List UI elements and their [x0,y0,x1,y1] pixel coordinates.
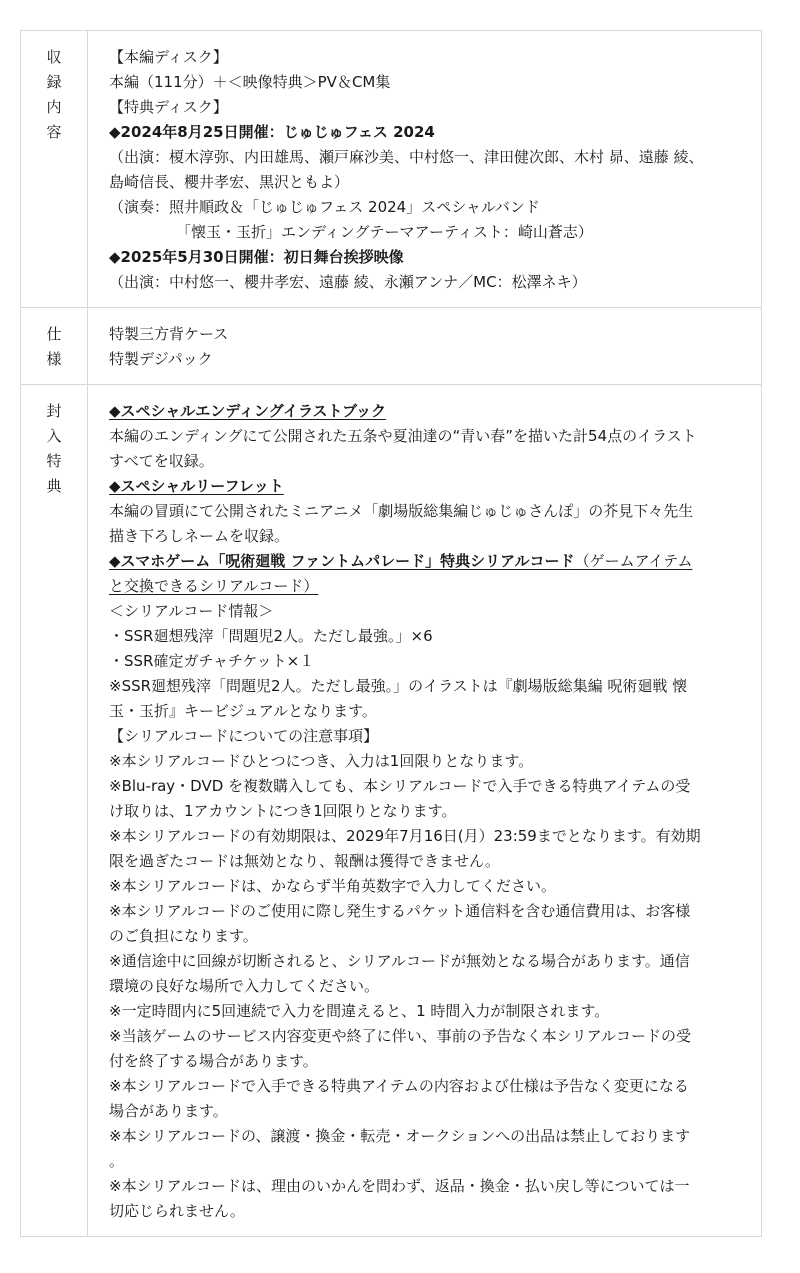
row-label-bonus [21,385,88,1237]
text-line: ＜シリアルコード情報＞ [109,602,274,620]
row-label-specs [21,308,88,385]
text-line: 島崎信長、櫻井孝宏、黒沢ともよ） [109,173,350,191]
spec-row-bonus [21,385,762,1237]
label-char: 典 [46,477,62,495]
row-label-contents [21,31,88,308]
text-line: 切応じられません。 [109,1202,245,1220]
text-line: のご負担になります。 [109,927,258,945]
text-line: ※本シリアルコードの、譲渡・換金・転売・オークションへの出品は禁止しております [109,1127,691,1145]
text-line: 環境の良好な場所で入力してください。 [109,977,380,995]
text-line: （出演：榎木淳弥、内田雄馬、瀬戸麻沙美、中村悠一、津田健次郎、木村 昴、遠藤 綾、 [109,148,704,166]
text-line: ・SSR確定ガチャチケット×１ [109,652,315,670]
text-line: ※Blu-ray・DVD を複数購入しても、本シリアルコードで入手できる特典アイテムの受 [109,777,691,795]
row-content-bonus [88,385,762,1237]
text-line: ※本シリアルコードで入手できる特典アイテムの内容および仕様は予告なく変更になる [109,1077,689,1095]
text-line: ※一定時間内に5回連続で入力を間違えると、1 時間入力が制限されます。 [109,1002,610,1020]
text-line: ※当該ゲームのサービス内容変更や終了に伴い、事前の予告なく本シリアルコードの受 [109,1027,691,1045]
label-char: 内 [46,98,62,116]
label-char: 入 [46,427,62,445]
spec-row-specs [21,308,762,385]
text-line: 。 [109,1152,125,1170]
text-line: 「懐玉・玉折」エンディングテーマアーティスト：崎山蒼志） [176,223,593,241]
text-line: 玉・玉折』キービジュアルとなります。 [109,702,377,720]
section-heading [109,549,741,574]
label-char: 収 [46,48,62,66]
text-line: 【本編ディスク】 [109,48,228,66]
text-line: 【特典ディスク】 [109,98,228,116]
text-line: ※本シリアルコードの有効期限は、2029年7月16日(月）23:59までとなります。有効期 [109,827,701,845]
section-heading: ◆スペシャルリーフレット [109,477,284,495]
text-line: 【シリアルコードについての注意事項】 [109,727,379,745]
row-content-specs [88,308,762,385]
section-heading: ◆スペシャルエンディングイラストブック [109,402,387,420]
text-line: 特製三方背ケース [109,325,229,343]
label-char: 仕 [46,325,62,343]
spec-row-contents [21,31,762,308]
text-line: け取りは、1アカウントにつき1回限りとなります。 [109,802,457,820]
text-line: 限を過ぎたコードは無効となり、報酬は獲得できません。 [109,852,500,870]
text-line: 場合があります。 [109,1102,228,1120]
label-char: 特 [46,452,62,470]
label-char: 封 [46,402,62,420]
text-line: ※本シリアルコードのご使用に際し発生するパケット通信料を含む通信費用は、お客様 [109,902,691,920]
text-line: 付を終了する場合があります。 [109,1052,318,1070]
label-char: 容 [46,123,62,141]
text-line: 描き下ろしネームを収録。 [109,527,290,545]
label-char: 様 [46,350,62,368]
label-char: 録 [46,73,62,91]
text-line: （出演：中村悠一、櫻井孝宏、遠藤 綾、永瀬アンナ／MC：松澤ネキ） [109,273,587,291]
text-line: ※SSR廻想残滓「問題児2人。ただし最強。」のイラストは『劇場版総集編 呪術廻戦 懐 [109,677,688,695]
text-line: ※本シリアルコードは、理由のいかんを問わず、返品・換金・払い戻し等については一 [109,1177,690,1195]
text-line: と交換できるシリアルコード） [109,577,319,595]
text-line: 本編の冒頭にて公開されたミニアニメ「劇場版総集編じゅじゅさんぽ」の芥見下々先生 [109,502,694,520]
heading-bold-part: ◆スマホゲーム「呪術廻戦 ファントムパレード」特典シリアルコード [109,552,575,570]
text-line: ※本シリアルコードひとつにつき、入力は1回限りとなります。 [109,752,534,770]
product-spec-table [20,30,762,1237]
text-line: ・SSR廻想残滓「問題児2人。ただし最強。」×6 [109,627,433,645]
text-line: （演奏：照井順政＆「じゅじゅフェス 2024」スペシャルバンド [109,198,540,216]
text-line: すべてを収録。 [109,452,214,470]
section-heading: ◆2025年5月30日開催：初日舞台挨拶映像 [109,248,404,266]
text-line: 特製デジパック [109,350,213,368]
text-line: 本編（111分）＋＜映像特典＞PV＆CM集 [109,73,391,91]
section-heading: ◆2024年8月25日開催：じゅじゅフェス 2024 [109,123,435,141]
text-line: 本編のエンディングにて公開された五条や夏油達の“青い春”を描いた計54点のイラスト [109,427,697,445]
row-content-contents [88,31,762,308]
text-line: ※通信途中に回線が切断されると、シリアルコードが無効となる場合があります。通信 [109,952,690,970]
heading-normal-part: （ゲームアイテム [574,552,693,570]
text-line: ※本シリアルコードは、かならず半角英数字で入力してください。 [109,877,556,895]
